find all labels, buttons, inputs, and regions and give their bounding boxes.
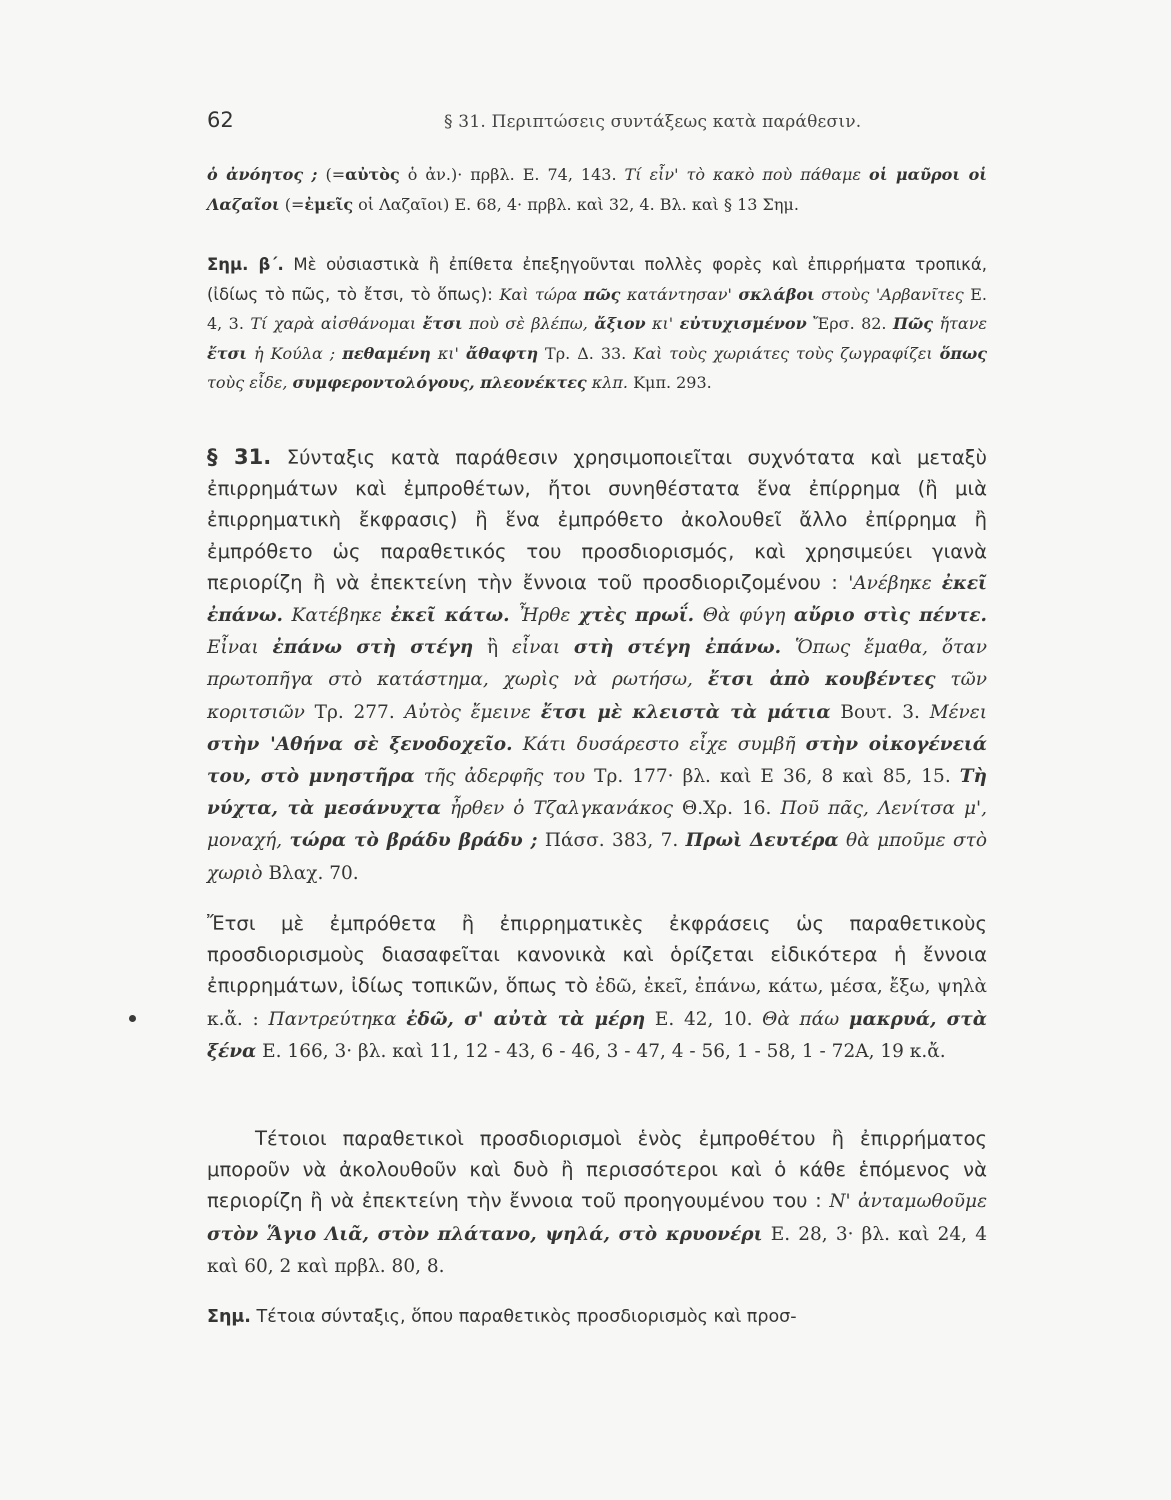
etsi-paragraph <box>207 908 987 1067</box>
text-run: Μένει <box>929 701 987 723</box>
tetoioi-paragraph <box>207 1123 987 1282</box>
text-run: 'Ανέβηκε <box>848 572 942 594</box>
text-run: Μὲ οὐσιαστικὰ ἢ ἐπίθετα ἐπεξηγοῦνται πολλὲς φορὲς καὶ ἐπιρρήματα τροπικά, (ἰδίως τὸ πῶς, τὸ ἔτσι, τὸ ὅπως): <box>207 255 987 304</box>
ink-dot <box>129 1015 136 1022</box>
text-run: ποὺ σὲ βλέπω, <box>462 314 595 333</box>
text-run: στὴν οἰκογένειά του, στὸ μνηστῆρα <box>207 733 988 788</box>
text-run: πεθαμένη <box>342 343 431 363</box>
text-run: κλπ. <box>586 373 628 392</box>
text-run: Ὅπως ἔμαθα, ὅταν πρωτοπῆγα στὸ κατάστημα, χωρὶς νὰ ρωτήσω, <box>207 637 987 691</box>
text-run: Πάσσ. 383, 7. <box>537 830 686 852</box>
text-run: τῆς ἀδερφῆς του <box>414 766 586 788</box>
text-run: Ἔτσι μὲ ἐμπρόθετα ἢ ἐπιρρηματικὲς ἐκφράσεις ὡς παραθετικοὺς προσδιορισμοὺς διασαφεῖται κανονικὰ καὶ ὁρίζεται εἰδικότερα ἡ ἔννοια ἐπιρρημάτων, ἰδίως τοπικῶν, ὅπως τὸ <box>207 912 987 998</box>
text-run: Πρωὶ Δευτέρα <box>685 830 839 852</box>
text-run: Βλαχ. 70. <box>262 862 359 884</box>
text-run: οἱ μαῦροι οἱ Λαζαῖοι <box>207 165 987 214</box>
text-run: Ε. 28, 3· βλ. καὶ 24, 4 καὶ 60, 2 καὶ πρβλ. 80, 8. <box>207 1223 987 1277</box>
text-run: Κμπ. 293. <box>628 373 712 392</box>
text-run: ὁ ἀν.)· πρβλ. Ε. 74, 143. <box>399 165 625 184</box>
text-run: Ἔρσ. 82. <box>806 314 893 333</box>
text-run: Ε. 166, 3· βλ. καὶ 11, 12 - 43, 6 - 46, 3 - 47, 4 - 56, 1 - 58, 1 - 72Α, 19 κ.ἄ. <box>256 1040 946 1062</box>
text-run: ἔτσι μὲ κλειστὰ τὰ μάτια <box>540 701 831 723</box>
text-run: Θ.Χρ. 16. <box>673 798 781 820</box>
text-run: ἐδῶ, σ' αὐτὰ τὰ μέρη <box>406 1008 646 1030</box>
text-run: Ν' ἀνταμωθοῦμε <box>829 1191 988 1213</box>
text-run: Τρ. Δ. 33. <box>538 343 634 363</box>
text-run: στὴν 'Αθήνα σὲ ξενοδοχεῖο. <box>207 733 513 755</box>
text-run: Καὶ τώρα <box>499 284 584 304</box>
text-run: ἐμεῖς <box>304 194 354 214</box>
text-run: Τρ. 177· βλ. καὶ Ε 36, 8 καὶ 85, 15. <box>585 766 960 788</box>
running-head: § 31. Περιπτώσεις συντάξεως κατὰ παράθεσιν. <box>444 112 862 132</box>
text-run: τοὺς εἶδε, <box>207 373 293 392</box>
note-label: Σημ. β΄. <box>207 255 284 274</box>
text-run: ἄξιον <box>594 314 646 333</box>
text-run: αὔριο στὶς πέντε. <box>793 605 987 627</box>
text-run: Ε. 42, 10. <box>645 1008 763 1030</box>
text-run: ἔτσι ἀπὸ κουβέντες <box>707 669 936 691</box>
text-run: Θὰ φύγη <box>694 605 794 627</box>
text-run: Θὰ πάω <box>762 1008 849 1030</box>
text-run: Τέτοιοι παραθετικοὶ προσδιορισμοὶ ἑνὸς ἐμπροθέτου ἢ ἐπιρρήματος μποροῦν νὰ ἀκολουθοῦν καὶ δυὸ ἢ περισσότεροι καὶ ὁ κάθε ἑπόμενος νὰ περιορίζη ἢ νὰ ἐπεκτείνη τὴν ἔννοια τοῦ προηγουμένου του : <box>207 1127 987 1213</box>
text-run: ἔτσι <box>422 314 463 333</box>
text-run: Τρ. 277. <box>304 701 405 723</box>
text-run: ἤτανε <box>933 314 988 333</box>
text-run: Βουτ. 3. <box>830 701 930 723</box>
text-run: Εἶναι <box>207 637 273 659</box>
text-run: σκλάβοι <box>738 284 815 304</box>
text-run: Τὴ νύχτα, τὰ μεσάνυχτα <box>207 766 987 820</box>
final-note <box>207 1303 987 1332</box>
text-run: ἢ <box>473 637 512 659</box>
page-header <box>207 108 987 138</box>
text-run: Κάτι δυσάρεστο εἶχε συμβῆ <box>512 733 806 755</box>
note-label: Σημ. <box>207 1307 251 1327</box>
text-run: ἐπάνω στὴ στέγη <box>272 637 474 659</box>
text-run: ἡ Κούλα ; <box>247 343 343 363</box>
text-run: Ποῦ πᾶς, Λενίτσα μ', <box>780 798 988 820</box>
text-run: στοὺς 'Αρβανῖτες <box>814 284 964 304</box>
text-run: Τί χαρὰ αἰσθάνομαι <box>250 314 423 333</box>
continuation-paragraph <box>207 160 987 219</box>
text-run: ἐκεῖ κάτω. <box>390 605 510 627</box>
text-run: ἄθαφτη <box>465 343 539 363</box>
page-number: 62 <box>207 108 234 132</box>
text-run: (= <box>317 165 346 184</box>
text-run: τώρα τὸ βράδυ βράδυ ; <box>289 830 538 852</box>
note-b-paragraph <box>207 250 987 398</box>
text-run: Σύνταξις κατὰ παράθεσιν χρησιμοποιεῖται συχνότατα καὶ μεταξὺ ἐπιρρημάτων καὶ ἐμπροθέτων, ἤτοι συνηθέστατα ἕνα ἐπίρρημα (ἢ μιὰ ἐπιρρηματικὴ ἔκφρασις) ἢ ἕνα ἐμπρόθετο ἀκολουθεῖ ἄλλο ἐπίρρημα ἢ ἐμπρόθετο ὡς παραθετικός του προσδιορισμός, καὶ χρησιμεύει γιανὰ περιορίζη ἢ νὰ ἐπεκτείνη τὴν ἔννοια τοῦ προσδιοριζομένου : <box>207 446 987 594</box>
text-run: ἐκεῖ ἐπάνω. <box>207 572 988 627</box>
text-run: ὁ ἀνόητος ; <box>207 165 318 184</box>
text-run: χτὲς πρωΐ. <box>578 605 695 627</box>
text-run: Ἦρθε <box>509 605 579 627</box>
text-run: αὐτὸς <box>345 165 400 184</box>
text-run: Κατέβηκε <box>282 605 391 627</box>
text-run: μοναχή, <box>207 830 290 852</box>
text-run: Τί εἶν' τὸ κακὸ ποὺ πάθαμε <box>624 165 870 184</box>
text-run: Καὶ τοὺς χωριάτες τοὺς ζωγραφίζει <box>633 343 940 363</box>
text-run: Ε. 4, 3. <box>207 284 987 333</box>
text-run: ἔτσι <box>207 343 248 363</box>
text-run: εὐτυχισμένον <box>679 314 807 333</box>
text-run: στὸν Ἅγιο Λιᾶ, στὸν πλάτανο, ψηλά, στὸ κρυονέρι <box>207 1223 763 1245</box>
section-label: § 31. <box>207 445 272 469</box>
text-run: ἐδῶ, ἐκεῖ, ἐπάνω, κάτω, μέσα, ἔξω, ψηλὰ κ.ἄ. : <box>207 976 987 1030</box>
section-31-paragraph <box>207 442 987 889</box>
text-run: ὅπως <box>939 343 988 363</box>
text-run: κατάντησαν' <box>620 284 739 304</box>
text-run: συμφεροντολόγους, πλεονέκτες <box>292 373 587 392</box>
text-run: Παντρεύτηκα <box>268 1008 407 1030</box>
text-run: (= <box>279 194 305 214</box>
text-run: κι' <box>430 343 466 363</box>
text-run: ἦρθεν ὁ Τζαλγκανάκος <box>440 798 674 820</box>
text-run: θὰ μποῦμε στὸ χωριὸ <box>207 830 987 884</box>
text-run: πῶς <box>583 284 621 304</box>
text-run: οἱ Λαζαῖοι) Ε. 68, 4· πρβλ. καὶ 32, 4. Βλ. καὶ § 13 Σημ. <box>353 194 799 214</box>
text-run: εἶναι <box>511 637 574 659</box>
text-run: Πῶς <box>892 314 934 333</box>
text-run: Αὐτὸς ἔμεινε <box>404 701 541 723</box>
text-run: στὴ στέγη ἐπάνω. <box>573 637 782 659</box>
text-run: κι' <box>645 314 680 333</box>
text-run: Τέτοια σύνταξις, ὅπου παραθετικὸς προσδιορισμὸς καὶ προσ- <box>250 1307 797 1327</box>
text-run: τῶν κοριτσιῶν <box>207 669 987 723</box>
text-run: μακρυά, στὰ ξένα <box>207 1008 987 1062</box>
